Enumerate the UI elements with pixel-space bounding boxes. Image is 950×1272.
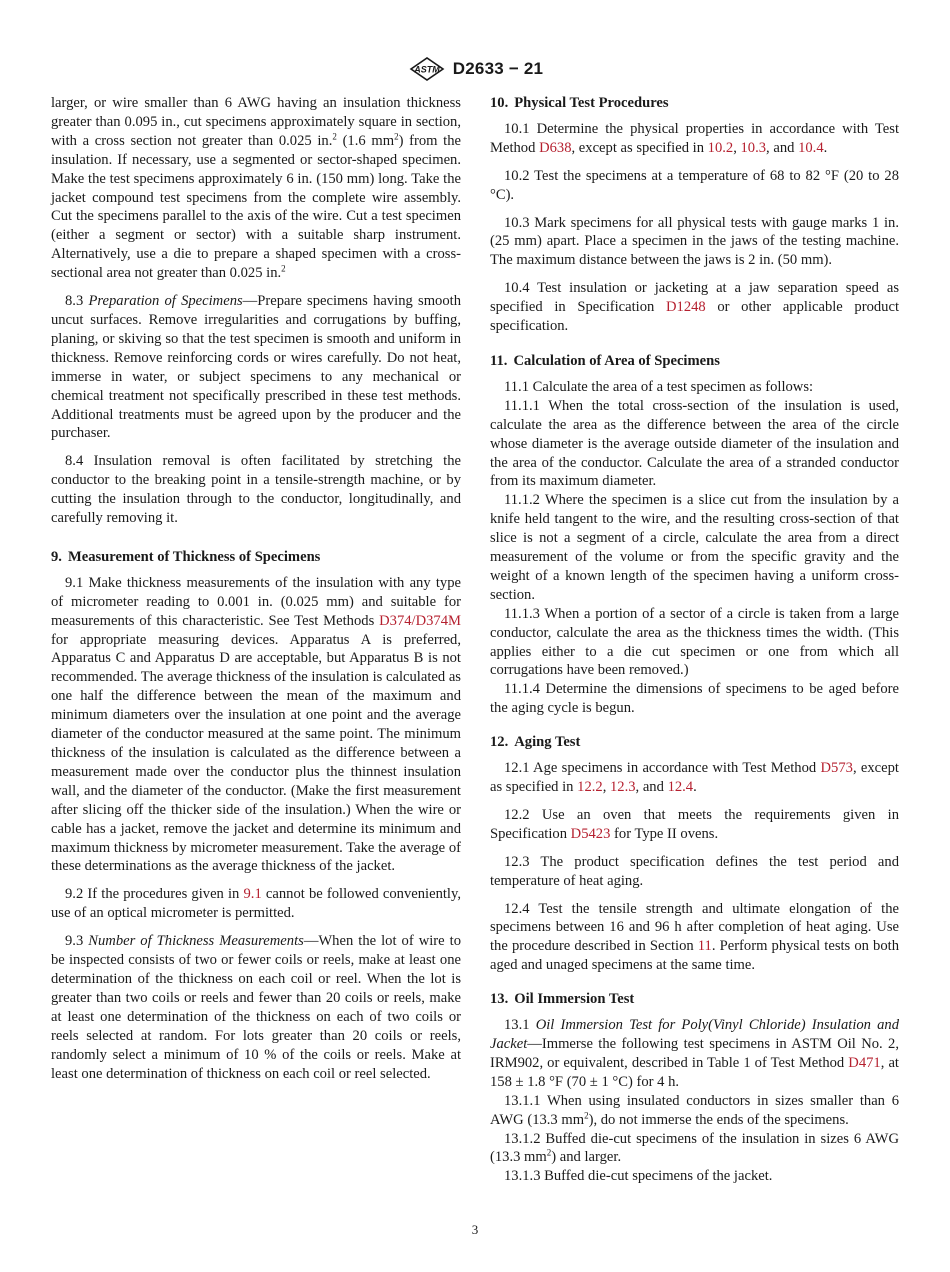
section-10-heading: 10. Physical Test Procedures (490, 95, 669, 111)
paragraph-10-1: 10.1 Determine the physical properties in accordance with Test Method D638, except as specified in 10.2, 10.3, and 10.4. (490, 120, 899, 156)
paragraph-11-1-3: 11.1.3 When a portion of a sector of a circle is taken from a large conductor, calculate the area as the thickness times the width. (This applies either to a die cut specimen or one from which all corrugations have been removed.) (490, 605, 899, 679)
reference-link-10-3[interactable]: 10.3 (740, 139, 767, 156)
page-header (0, 52, 950, 86)
document-designation: D2633 − 21 (452, 59, 544, 78)
reference-link-d638[interactable]: D638 (539, 139, 572, 156)
paragraph-12-1: 12.1 Age specimens in accordance with Test Method D573, except as specified in 12.2, 12.3, and 12.4. (490, 760, 899, 795)
astm-logo-icon (407, 56, 447, 82)
paragraph-8-2-continued: larger, or wire smaller than 6 AWG having an insulation thickness greater than 0.095 in., cut specimens approximately square in section, with a cross section not greater than 0.025 in.$^2$ (1.6 $mm^2$) from the insulation. If necessary, use a segmented or sector-shaped specimen. Make the test specimens approximately 6 in. (150 mm) long. Take the jacket compound test specimens from the complete wire assembly. Cut the specimens parallel to the axis of the wire. Cut a test specimen (either a segment or sector) with a suitable sharp instrument. Alternatively, use a die to prepare a shaped specimen with a cross-sectional area not greater than 0.025 in.$^2$ (51, 95, 461, 282)
paragraph-10-3: 10.3 Mark specimens for all physical tests with gauge marks 1 in. (25 mm) apart. Place a specimen in the jaws of the testing machine. The maximum distance between the jaws is 2 in. (50 mm). (490, 214, 899, 269)
reference-link-d374[interactable]: D374/D374M (379, 612, 461, 629)
reference-link-d1248[interactable]: D1248 (665, 299, 706, 316)
paragraph-9-3: 9.3 Number of Thickness Measurements—When the lot of wire to be inspected consists of two or fewer coils or reels, make at least one determination of the thickness on each coil or reel. When the lot is greater than two coils or reels and fewer than 20 coils or reels, make at least one determination of the thickness on each of two coils or reels selected at random. For lots greater than 20 coils or reels, randomly select a minimum of 10 % of the coils or reels. Make at least one determination of thickness on each coil or reel selected. (51, 933, 461, 1082)
paragraph-13-1-3: 13.1.3 Buffed die-cut specimens of the jacket. (504, 1168, 773, 1185)
paragraph-12-2: 12.2 Use an oven that meets the requirements given in Specification D5423 for Type II ovens. (490, 806, 899, 842)
left-column (51, 94, 461, 1083)
reference-link-section-11[interactable]: 11 (697, 938, 712, 955)
paragraph-13-1: 13.1 Oil Immersion Test for Poly(Vinyl Chloride) Insulation and Jacket—Immerse the following test specimens in ASTM Oil No. 2, IRM902, or equivalent, described in Table 1 of Test Method D471, at 158 ± 1.8 °F (70 ± 1 °C) for 4 h. (490, 1017, 900, 1090)
paragraph-12-3: 12.3 The product specification defines the test period and temperature of heat aging. (490, 853, 899, 889)
reference-link-d573[interactable]: D573 (820, 760, 853, 777)
paragraph-10-2: 10.2 Test the specimens at a temperature of 68 to 82 °F (20 to 28 °C). (490, 167, 899, 203)
paragraph-8-3: 8.3 Preparation of Specimens—Prepare specimens having smooth uncut surfaces. Remove irregularities and corrugations by buffing, planing, or skiving so that the test specimen is smooth and uniform in thickness. Remove reinforcing cords or wires carefully. Do not heat, immerse in water, or subject specimens to any mechanical or chemical treatment not specifically prescribed in these test methods. Additional treatments must be agreed upon by the producer and the purchaser. (51, 293, 461, 442)
reference-link-12-3[interactable]: 12.3 (609, 779, 636, 795)
paragraph-9-1: 9.1 Make thickness measurements of the insulation with any type of micrometer reading to 0.001 in. (0.025 mm) and suitable for measurements of this characteristic. See Test Methods D374/D374M for appropriate measuring devices. Apparatus A is preferred, Apparatus C and Apparatus D are acceptable, but Apparatus B is not recommended. The average thickness of the insulation is calculated as one half the difference between the mean of the maximum and minimum diameters over the insulation at one point and the average diameter of the conductor measured at the same point. The minimum thickness of the insulation is calculated as the difference between a measurement made over the conductor plus the thinnest insulation wall, and the diameter of the conductor. (Make the first measurement after slicing off the thicker side of the insulation.) When the wire or cable has a jacket, remove the jacket and determine its minimum and maximum thickness by micrometer measurement. Take the average of these determinations as the average thickness of the jacket. (51, 574, 461, 875)
paragraph-11-1: 11.1 Calculate the area of a test specimen as follows: (504, 378, 814, 395)
right-column (490, 94, 899, 1186)
reference-link-10-4[interactable]: 10.4 (798, 139, 824, 156)
section-9-heading: 9. Measurement of Thickness of Specimens (51, 548, 321, 565)
paragraph-11-1-1: 11.1.1 When the total cross-section of the insulation is used, calculate the area as the difference between the area of the circle whose diameter is the average outside diameter of the insulation and the area of the conductor. Calculate the area of a stranded conductor from its maximum diameter. (490, 397, 899, 490)
reference-link-12-2[interactable]: 12.2 (577, 779, 603, 795)
page-number: 3 (471, 1222, 479, 1237)
reference-link-d471[interactable]: D471 (848, 1054, 881, 1071)
paragraph-11-1-4: 11.1.4 Determine the dimensions of specimens to be aged before the aging cycle is begun. (490, 681, 899, 717)
paragraph-13-1-2: 13.1.2 Buffed die-cut specimens of the insulation in sizes 6 AWG (13.3 $mm^2$) and larger. (490, 1130, 899, 1166)
paragraph-9-2: 9.2 If the procedures given in 9.1 cannot be followed conveniently, use of an optical micrometer is permitted. (51, 886, 461, 922)
reference-link-12-4[interactable]: 12.4 (667, 779, 694, 795)
reference-link-d5423[interactable]: D5423 (570, 825, 611, 842)
reference-link-9-1[interactable]: 9.1 (243, 886, 262, 903)
paragraph-13-1-1: 13.1.1 When using insulated conductors in sizes smaller than 6 AWG (13.3 $mm^2$), do not immerse the ends of the specimens. (490, 1092, 899, 1128)
paragraph-8-4: 8.4 Insulation removal is often facilitated by stretching the conductor to the breaking point in a tensile-strength machine, or by cutting the insulation through to the conductor, longitudinally, and carefully removing it. (51, 453, 461, 527)
paragraph-11-1-2: 11.1.2 Where the specimen is a slice cut from the insulation by a knife held tangent to the wire, and the resulting cross-section of that slice is not a segment of a circle, calculate the area from a direct measurement of the volume or from the specific gravity and the weight of a known length of the specimen having a uniform cross-section. (490, 492, 899, 603)
reference-link-10-2[interactable]: 10.2 (707, 139, 734, 156)
section-11-heading: 11. Calculation of Area of Specimens (490, 352, 720, 369)
section-12-heading: 12. Aging Test (490, 734, 581, 751)
svg-text:ASTM: ASTM (414, 64, 440, 75)
section-13-heading: 13. Oil Immersion Test (490, 991, 635, 1008)
paragraph-10-4: 10.4 Test insulation or jacketing at a jaw separation speed as specified in Specification D1248 or other applicable product specification. (490, 280, 900, 335)
paragraph-12-4: 12.4 Test the tensile strength and ultimate elongation of the specimens between 16 and 96 h after completion of heat aging. Use the procedure described in Section 11. Perform physical tests on both aged and unaged specimens at the same time. (490, 900, 899, 974)
